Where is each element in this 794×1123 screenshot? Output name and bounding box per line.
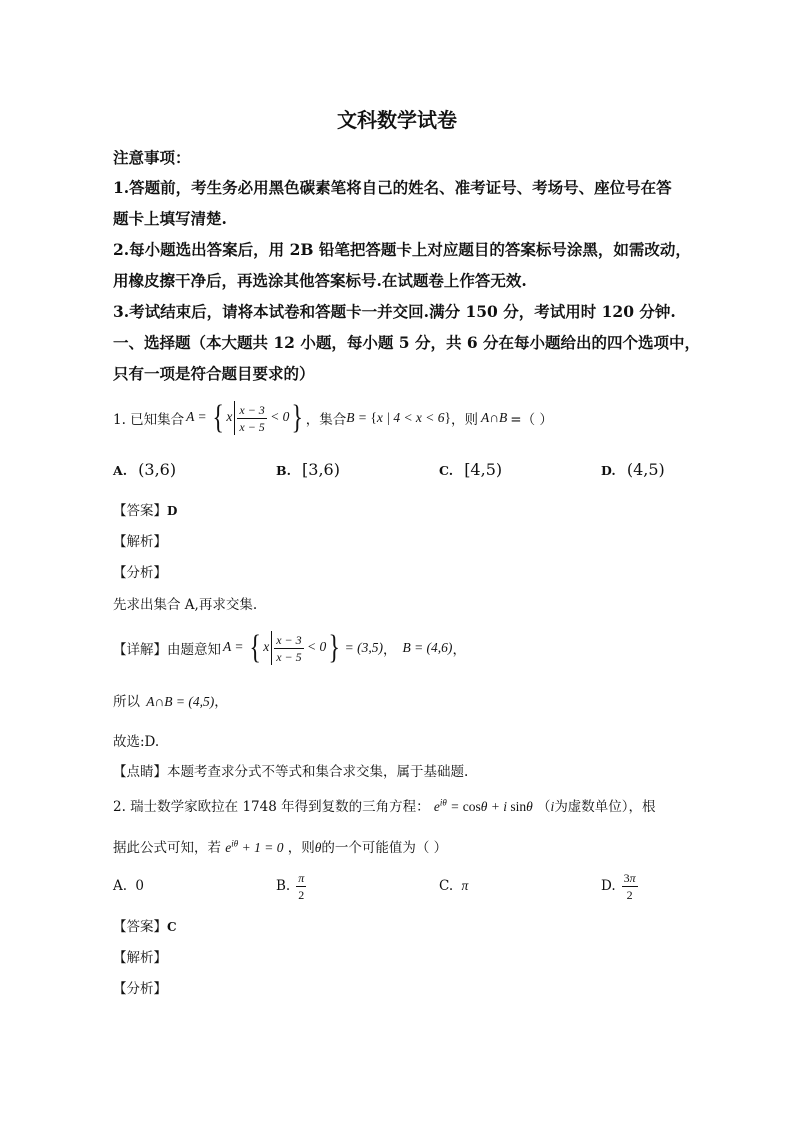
q1-answer: 【答案】D bbox=[113, 503, 178, 519]
section-1-line-1: 一、选择题（本大题共 12 小题，每小题 5 分，共 6 分在每小题给出的四个选项中， bbox=[113, 333, 701, 352]
q1-suffix: ，则 bbox=[451, 412, 479, 428]
q1-dianjing: 【点睛】本题考查求分式不等式和集合求交集，属于基础题. bbox=[113, 764, 469, 780]
q2-option-d: D. $\frac{3\pi}{2}$ bbox=[601, 870, 636, 902]
q1-option-c: C. [4,5) bbox=[439, 460, 503, 479]
note-1-line-2: 题卡上填写清楚. bbox=[113, 209, 227, 228]
q1-prefix: 1. 已知集合 bbox=[113, 412, 185, 428]
q1-detail: 【详解】 由题意知 A = { x $\frac{x - 3}{x - 5}$ < 0} = (3,5) ， B = (4,6) ， bbox=[113, 629, 466, 666]
q1-set-b: B = {x | 4 < x < 6} bbox=[346, 410, 452, 425]
q2-option-a: A. 0 bbox=[113, 878, 144, 894]
q2-jiexi: 【解析】 bbox=[113, 950, 167, 966]
note-3: 3.考试结束后，请将本试卷和答题卡一并交回.满分 150 分，考试用时 120 分钟. bbox=[113, 302, 676, 321]
q1-fenxi-text: 先求出集合 A,再求交集. bbox=[113, 597, 258, 613]
q1-option-d: D. (4,5) bbox=[601, 460, 665, 479]
q2-condition: $e^{i\theta} + 1 = 0$ bbox=[225, 838, 284, 855]
q1-option-a: A. (3,6) bbox=[113, 460, 177, 479]
q2-euler-formula: $e^{i\theta} = \cos\theta + i$ sinθ bbox=[433, 797, 533, 814]
question-2-line-1: 2. 瑞士数学家欧拉在 1748 年得到复数的三角方程： $e^{i\theta} = \cos\theta + i$ sinθ （i为虚数单位），根 bbox=[113, 797, 656, 815]
q2-answer: 【答案】C bbox=[113, 919, 177, 935]
note-1-line-1: 1.答题前，考生务必用黑色碳素笔将自己的姓名、准考证号、考场号、座位号在答 bbox=[113, 178, 672, 197]
q1-jiexi: 【解析】 bbox=[113, 534, 167, 550]
question-1-stem bbox=[113, 398, 553, 438]
q1-mid: ，集合 bbox=[305, 412, 347, 428]
page-title: 文科数学试卷 bbox=[337, 108, 457, 132]
q1-guxuan: 故选:D. bbox=[113, 734, 160, 750]
q1-set-a: A = { x $\frac{x - 3}{x - 5}$ < 0} bbox=[186, 399, 304, 436]
question-2-line-2: 据此公式可知，若 $e^{i\theta} + 1 = 0$ ，则θ的一个可能值为（ ） bbox=[113, 838, 448, 856]
q2-fenxi: 【分析】 bbox=[113, 981, 167, 997]
q1-detail-set-a: A = { x $\frac{x - 3}{x - 5}$ < 0} bbox=[223, 629, 341, 666]
notes-heading: 注意事项： bbox=[113, 148, 191, 167]
note-2-line-1: 2.每小题选出答案后，用 2B 铅笔把答题卡上对应题目的答案标号涂黑，如需改动， bbox=[113, 240, 691, 259]
note-2-line-2: 用橡皮擦干净后，再选涂其他答案标号.在试题卷上作答无效. bbox=[113, 271, 527, 290]
q1-intersection: A∩B bbox=[481, 410, 508, 425]
q1-option-b: B. [3,6) bbox=[276, 460, 340, 479]
q1-blank: =（ ） bbox=[510, 412, 553, 428]
section-1-line-2: 只有一项是符合题目要求的） bbox=[113, 364, 315, 383]
q1-so: 所以 A∩B = (4,5)， bbox=[113, 694, 228, 710]
q2-option-b: B. $\frac{\pi}{2}$ bbox=[276, 870, 305, 902]
q2-option-c: C. π bbox=[439, 878, 469, 894]
q1-fenxi: 【分析】 bbox=[113, 565, 167, 581]
